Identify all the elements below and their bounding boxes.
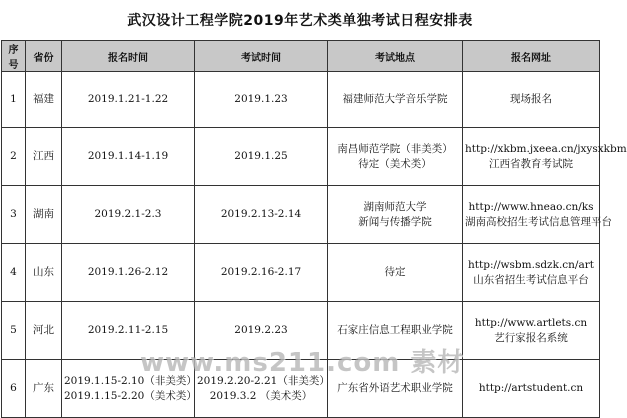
schedule-table [1, 40, 627, 418]
header-website: 报名网址 [463, 41, 600, 72]
cell-location: 广东省外语艺术职业学院 [328, 360, 463, 418]
cell-no: 4 [2, 244, 26, 302]
header-reg-time: 报名时间 [62, 41, 195, 72]
cell-location: 南昌师范学院（非美类） 待定（美术类） [328, 128, 463, 186]
cell-no: 3 [2, 186, 26, 244]
website-link[interactable]: http://xkbm.jxeea.cn/jxysxkbm [465, 143, 627, 156]
cell-exam-time: 2019.1.25 [195, 128, 328, 186]
cell-website: http://xkbm.jxeea.cn/jxysxkbm 江西省教育考试院 [463, 128, 600, 186]
cell-province: 河北 [26, 302, 62, 360]
cell-no: 1 [2, 72, 26, 128]
cell-exam-time: 2019.2.23 [195, 302, 328, 360]
table-row [2, 186, 600, 244]
cell-reg-time: 2019.1.14-1.19 [62, 128, 195, 186]
cell-website: 现场报名 [463, 72, 600, 128]
cell-location: 待定 [328, 244, 463, 302]
cell-reg-time: 2019.2.11-2.15 [62, 302, 195, 360]
cell-exam-time: 2019.1.23 [195, 72, 328, 128]
cell-province: 山东 [26, 244, 62, 302]
header-province: 省份 [26, 41, 62, 72]
header-no: 序号 [2, 41, 26, 72]
cell-exam-time: 2019.2.13-2.14 [195, 186, 328, 244]
cell-exam-time: 2019.2.20-2.21（非美类） 2019.3.2 （美术类） [195, 360, 328, 418]
cell-province: 广东 [26, 360, 62, 418]
cell-exam-time: 2019.2.16-2.17 [195, 244, 328, 302]
table-row [2, 244, 600, 302]
website-link[interactable]: http://artstudent.cn [478, 382, 584, 395]
cell-website [463, 360, 600, 418]
cell-province: 福建 [26, 72, 62, 128]
watermark: www.ms211.com 素材 [140, 348, 465, 378]
cell-website: http://www.hneao.cn/ks 湖南高校招生考试信息管理平台 [463, 186, 600, 244]
table-row [2, 302, 600, 360]
cell-reg-time: 2019.1.26-2.12 [62, 244, 195, 302]
website-link[interactable]: http://www.artlets.cn [474, 317, 588, 330]
cell-website: http://www.artlets.cn 艺行家报名系统 [463, 302, 600, 360]
table-row [2, 360, 600, 418]
website-link[interactable]: http://www.hneao.cn/ks [468, 201, 594, 214]
cell-no: 6 [2, 360, 26, 418]
header-exam-time: 考试时间 [195, 41, 328, 72]
page-title: 武汉设计工程学院2019年艺术类单独考试日程安排表 [127, 13, 473, 29]
table-row [2, 128, 600, 186]
cell-location: 福建师范大学音乐学院 [328, 72, 463, 128]
cell-location: 湖南师范大学 新闻与传播学院 [328, 186, 463, 244]
cell-reg-time: 2019.1.21-1.22 [62, 72, 195, 128]
table-row [2, 72, 600, 128]
table-header-row [2, 41, 600, 72]
cell-no: 5 [2, 302, 26, 360]
cell-province: 湖南 [26, 186, 62, 244]
cell-province: 江西 [26, 128, 62, 186]
header-location: 考试地点 [328, 41, 463, 72]
cell-no: 2 [2, 128, 26, 186]
cell-reg-time: 2019.1.15-2.10（非美类） 2019.1.15-2.20（美术类） [62, 360, 195, 418]
cell-location: 石家庄信息工程职业学院 [328, 302, 463, 360]
cell-reg-time: 2019.2.1-2.3 [62, 186, 195, 244]
website-link[interactable]: http://wsbm.sdzk.cn/art [468, 259, 594, 272]
cell-website: http://wsbm.sdzk.cn/art 山东省招生考试信息平台 [463, 244, 600, 302]
